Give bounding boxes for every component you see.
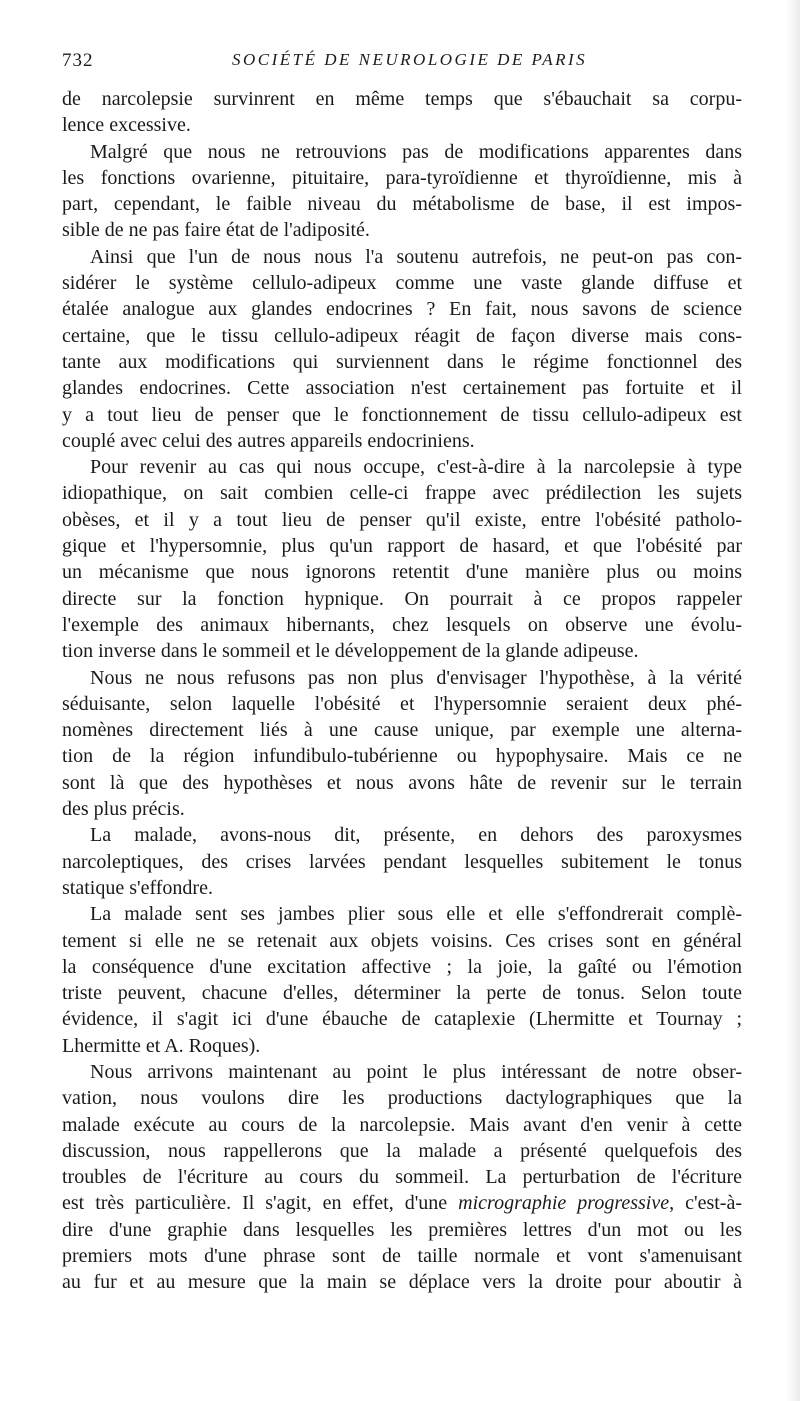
paragraph	[62, 139, 742, 244]
text-line: couplé avec celui des autres appareils endocriniens.	[62, 429, 475, 452]
text-fragment: est très particulière. Il s'agit, en effet, d'une	[62, 1192, 459, 1215]
text-line: statique s'effondre.	[62, 876, 213, 899]
text-line: obèses, et il y a tout lieu de penser qu'il existe, entre l'obésité patholo-	[62, 508, 742, 531]
text-line: étalée analogue aux glandes endocrines ? En fait, nous savons de science	[62, 298, 742, 321]
text-line: la conséquence d'une excitation affective ; la joie, la gaîté ou l'émotion	[62, 955, 742, 978]
text-line: lence excessive.	[62, 114, 191, 137]
text-line: tante aux modifications qui surviennent dans le régime fonctionnel des	[62, 350, 742, 373]
text-line: Malgré que nous ne retrouvions pas de modifications apparentes dans	[90, 140, 742, 163]
text-line: premiers mots d'une phrase sont de taille normale et vont s'amenuisant	[62, 1245, 742, 1268]
text-line: séduisante, selon laquelle l'obésité et l'hypersomnie seraient deux phé-	[62, 692, 742, 715]
text-line: Nous ne nous refusons pas non plus d'envisager l'hypothèse, à la vérité	[90, 666, 742, 689]
text-line: narcoleptiques, des crises larvées pendant lesquelles subitement le tonus	[62, 850, 742, 873]
text-line: sidérer le système cellulo-adipeux comme une vaste glande diffuse et	[62, 272, 742, 295]
paragraph	[62, 665, 742, 823]
text-line: La malade, avons-nous dit, présente, en dehors des paroxysmes	[90, 824, 742, 847]
text-line: évidence, il s'agit ici d'une ébauche de cataplexie (Lhermitte et Tournay ;	[62, 1008, 742, 1031]
text-line: y a tout lieu de penser que le fonctionnement de tissu cellulo-adipeux est	[62, 403, 742, 426]
text-line: malade exécute au cours de la narcolepsie. Mais avant d'en venir à cette	[62, 1113, 742, 1136]
text-line: tion inverse dans le sommeil et le développement de la glande adipeuse.	[62, 640, 639, 663]
text-line: au fur et au mesure que la main se déplace vers la droite pour aboutir à	[62, 1271, 742, 1294]
text-line: nomènes directement liés à une cause unique, par exemple une alterna-	[62, 719, 742, 742]
text-line: idiopathique, on sait combien celle-ci frappe avec prédilection les sujets	[62, 482, 742, 505]
text-line: directe sur la fonction hypnique. On pourrait à ce propos rappeler	[62, 587, 742, 610]
text-line: La malade sent ses jambes plier sous elle et elle s'effondrerait complè-	[90, 903, 742, 926]
paragraph	[62, 244, 742, 454]
page-number: 732	[62, 50, 94, 71]
paragraph	[62, 1059, 742, 1296]
text-line: des plus précis.	[62, 798, 185, 821]
text-line: gique et l'hypersomnie, plus qu'un rapport de hasard, et que l'obésité par	[62, 535, 742, 558]
text-line: sont là que des hypothèses et nous avons hâte de revenir sur le terrain	[62, 771, 742, 794]
text-line: Lhermitte et A. Roques).	[62, 1034, 261, 1057]
text-line: sible de ne pas faire état de l'adiposité.	[62, 219, 370, 242]
text-line: dire d'une graphie dans lesquelles les premières lettres d'un mot ou les	[62, 1218, 742, 1241]
text-line: glandes endocrines. Cette association n'est certainement pas fortuite et il	[62, 377, 742, 400]
text-line: discussion, nous rappellerons que la malade a présenté quelquefois des	[62, 1139, 742, 1162]
page-edge-shadow	[786, 0, 800, 1401]
text-line: part, cependant, le faible niveau du métabolisme de base, il est impos-	[62, 193, 742, 216]
text-line-emphasis	[62, 1190, 742, 1216]
text-line: vation, nous voulons dire les productions dactylographiques que la	[62, 1087, 742, 1110]
emphasis-text: micrographie progressive	[458, 1192, 670, 1215]
page-header	[62, 50, 710, 80]
text-line: un mécanisme que nous ignorons retentit d'une manière plus ou moins	[62, 561, 742, 584]
body-text	[62, 86, 742, 1296]
text-line: certaine, que le tissu cellulo-adipeux réagit de façon diverse mais cons-	[62, 324, 742, 347]
text-line: troubles de l'écriture au cours du sommeil. La perturbation de l'écriture	[62, 1166, 742, 1189]
paragraph	[62, 86, 742, 139]
text-line: l'exemple des animaux hibernants, chez lesquels on observe une évolu-	[62, 613, 742, 636]
text-line: Ainsi que l'un de nous nous l'a soutenu autrefois, ne peut-on pas con-	[90, 245, 742, 268]
text-line: de narcolepsie survinrent en même temps que s'ébauchait sa corpu-	[62, 88, 742, 110]
text-line: tement si elle ne se retenait aux objets voisins. Ces crises sont en général	[62, 929, 742, 952]
text-line: Pour revenir au cas qui nous occupe, c'est-à-dire à la narcolepsie à type	[90, 456, 742, 479]
text-fragment: , c'est-à-	[669, 1192, 742, 1215]
text-line: les fonctions ovarienne, pituitaire, para-tyroïdienne et thyroïdienne, mis à	[62, 166, 742, 189]
paragraph	[62, 901, 742, 1059]
paragraph	[62, 454, 742, 664]
text-line: tion de la région infundibulo-tubérienne ou hypophysaire. Mais ce ne	[62, 745, 742, 768]
text-line: triste peuvent, chacune d'elles, déterminer la perte de tonus. Selon toute	[62, 982, 742, 1005]
text-line: Nous arrivons maintenant au point le plus intéressant de notre obser-	[90, 1060, 742, 1083]
running-title: SOCIÉTÉ DE NEUROLOGIE DE PARIS	[232, 50, 588, 69]
paragraph	[62, 822, 742, 901]
